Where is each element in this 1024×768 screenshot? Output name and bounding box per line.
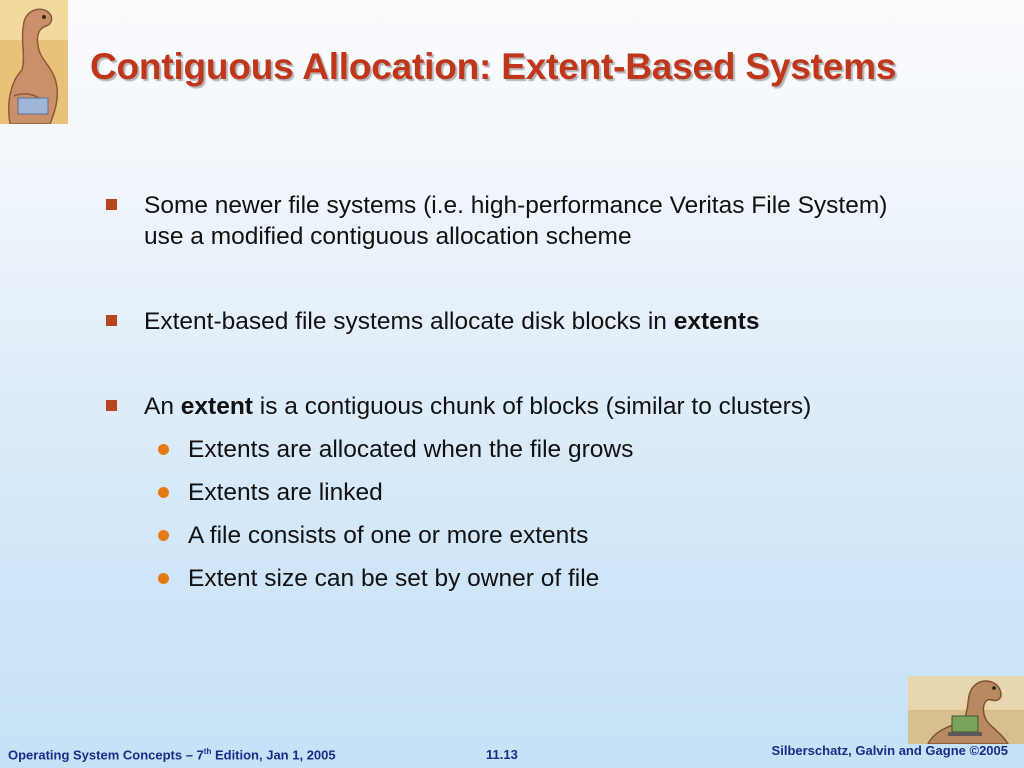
bullet-text: Extent-based file systems allocate disk blocks in bbox=[144, 308, 674, 335]
round-bullet-icon bbox=[158, 573, 169, 584]
sub-bullet-item bbox=[106, 477, 906, 508]
bullet-text-tail: is a contiguous chunk of blocks (similar to clusters) bbox=[252, 393, 812, 420]
bullet-text: An bbox=[144, 393, 181, 420]
sub-bullet-text: A file consists of one or more extents bbox=[188, 522, 589, 549]
slide-title: Contiguous Allocation: Extent-Based Systems bbox=[90, 46, 897, 87]
bullet-bold-term: extents bbox=[673, 308, 760, 335]
sub-bullet-item bbox=[106, 563, 906, 594]
sub-bullet-item bbox=[106, 434, 906, 465]
dinosaur-laptop-logo-icon bbox=[908, 676, 1024, 744]
bullet-item bbox=[106, 391, 906, 594]
round-bullet-icon bbox=[158, 530, 169, 541]
slide-footer bbox=[0, 742, 1024, 768]
sub-bullet-text: Extent size can be set by owner of file bbox=[188, 565, 600, 592]
footer-page-number: 11.13 bbox=[486, 747, 518, 762]
bullet-bold-term: extent bbox=[180, 393, 253, 420]
bullet-item bbox=[106, 306, 906, 337]
bullet-item bbox=[106, 190, 906, 252]
sub-bullet-text: Extents are allocated when the file grows bbox=[188, 436, 634, 463]
dinosaur-logo-icon bbox=[0, 0, 68, 124]
sub-bullet-item bbox=[106, 520, 906, 551]
square-bullet-icon bbox=[106, 400, 117, 411]
sub-bullet-text: Extents are linked bbox=[188, 479, 383, 506]
sub-bullet-list bbox=[144, 434, 906, 594]
footer-book-title: Operating System Concepts – 7th Edition, Jan 1, 2005 bbox=[8, 746, 336, 762]
round-bullet-icon bbox=[158, 487, 169, 498]
square-bullet-icon bbox=[106, 315, 117, 326]
bullet-text: Some newer file systems (i.e. high-performance Veritas File System) use a modified contiguous allocation scheme bbox=[144, 192, 888, 250]
footer-copyright: Silberschatz, Galvin and Gagne ©2005 bbox=[771, 743, 1008, 758]
square-bullet-icon bbox=[106, 199, 117, 210]
slide-content bbox=[106, 190, 906, 594]
round-bullet-icon bbox=[158, 444, 169, 455]
